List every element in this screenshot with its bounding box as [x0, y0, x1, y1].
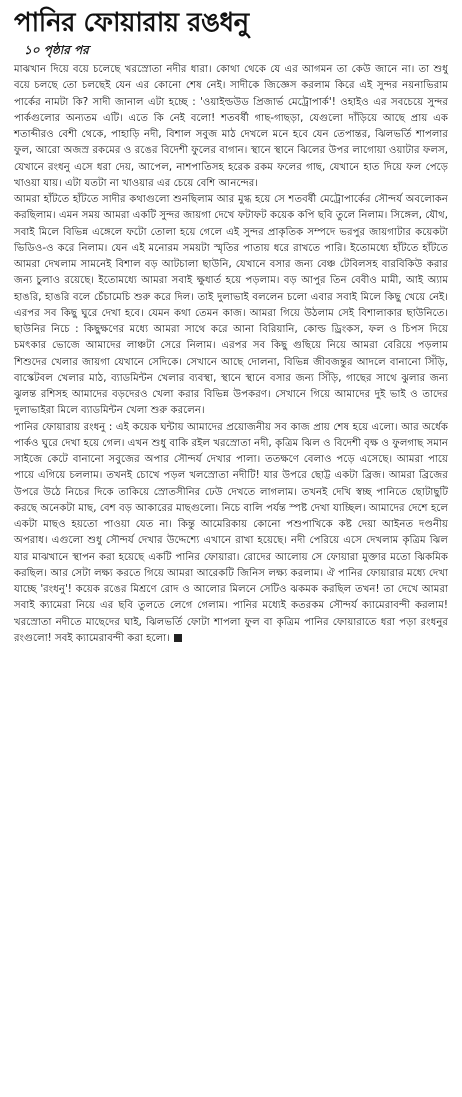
article-paragraph [14, 420, 448, 648]
article-headline: পানির ফোয়ারায় রঙধনু [14, 8, 249, 38]
article-paragraph: আমরা হাঁটতে হাঁটতে সাদীর কথাগুলো শুনছিলাম আর মুগ্ধ হয়ে সে শতবর্ষী মেট্রোপার্কের সৌন্দর্য অবলোকন করছিলাম। এমন সময় আমরা একটি সুন্দর জায়গা দেখে ফটাফট কয়েক কপি ছবি তুলে নিলাম। সিঙ্গেল, যৌথ, সবাই মিলে বিভিন্ন এঙ্গেলে ফটো তোলা হয়ে গেলে এই সুন্দর প্রাকৃতিক সম্পদে ভরপুর জায়গাটার কয়েকটা ভিডিও-ও করে নিলাম। যেন এই মনোরম সময়টা স্মৃতির পাতায় ধরে রাখতে পারি। ইতোমধ্যে হাঁটতে হাঁটতে আমরা দেখলাম সামনেই বিশাল বড় আটচালা ছাউনি, যেখানে বসার জন্য বেঞ্চ টেবিলসহ বারবিকিউ করার জন্য চুলাও রয়েছে। ইতোমধ্যে আমরা সবাই ক্ষুধার্ত হয়ে পড়লাম। বড় আপুর তিন বেবীও মামী, আই অ্যাম হাঙরি, হাঙরি বলে চেঁচামেচি শুরু করে দিল। তাই দুলাভাই বললেন চলো এবার সবাই মিলে কিছু খেয়ে নেই। এরপর সব কিছু ঘুরে দেখা হবে। যেমন কথা তেমন কাজ। আমরা গিয়ে উঠলাম সেই বিশালাকার ছাউনিতে। ছাউনির নিচে : কিছুক্ষণের মধ্যে আমরা সাথে করে আনা বিরিয়ানি, কোল্ড ড্রিংকস, ফল ও চিপস দিয়ে চমৎকার ভোজে আমাদের লাঞ্চটা সেরে নিলাম। এরপর সব কিছু গুছিয়ে নিয়ে আমরা বেরিয়ে পড়লাম শিশুদের খেলার জায়গা যেখানে সেদিকে। সেখানে আছে দোলনা, বিভিন্ন জীবজন্তুর আদলে বানানো সিঁড়ি, বাস্কেটবল খেলার মাঠ, ব্যাডমিন্টন খেলার ব্যবস্থা, স্থানে স্থানে বসার জন্য সিঁড়ি, গাছের সাথে ঝুলার জন্য ঝুলন্ত রশিসহ আমাদের বড়দেরও খেলা করার বিভিন্ন উপকরণ। সেখানে গিয়ে আমাদের দুই ভাই ও তাদের দুলাভাইরা মিলে ব্যাডমিন্টন খেলা শুরু করলেন। [14, 194, 448, 417]
article-paragraph-text: পানির ফোয়ারায় রংধনু : এই কয়েক ঘন্টায় আমাদের প্রয়োজনীয় সব কাজ প্রায় শেষ হয়ে এলো। আর অর্ধেক পার্কও ঘুরে দেখা হয়ে গেল। এখন শুধু বাকি রইল খরস্রোতা নদী, কৃত্রিম ঝিল ও বিদেশী বৃক্ষ ও ফুলগাছ সমান সাইজে কেটে বানানো সবুজের অপার সৌন্দর্য দেখার পালা। ততক্ষণে বেলাও পড়ে এসেছে। আমরা পায়ে পায়ে এগিয়ে চললাম। তখনই চোখে পড়ল খলস্রোতা নদীটি! যার উপরে ছোট্ট একটা ব্রিজ। আমরা ব্রিজের উপরে উঠে নিচের দিকে তাকিয়ে স্রোতসীনির ঢেউ দেখতে লাগলাম। তখনই দেখি স্বচ্ছ পানিতে ছোটাছুটি করছে অনেকটা মাছ, বেশ বড় আকারের মাছগুলো। নিচে বালি পর্যন্ত স্পষ্ট দেখা যাচ্ছিল। আমাদের দেশে হলে একটা মাছও হয়তো পাওয়া যেত না। কিন্তু আমেরিকায় কোনো পশুপাখিকে কষ্ট দেয়া আইনত দণ্ডনীয় অপরাধ। এগুলো শুধু সৌন্দর্য দেখার উদ্দেশ্যে এখানে রাখা হয়েছে। নদী পেরিয়ে এসে দেখলাম কৃত্রিম ঝিল যার মাঝখানে স্থাপন করা হয়েছে একটি পানির ফোয়ারা। রোদের আলোয় সে ফোয়ারা মুক্তার মতো ঝিকমিক করছিল। আর সেটা লক্ষ্য করতে গিয়ে আমরা আরেকটি জিনিস লক্ষ্য করলাম। ঐ পানির ফোয়ারার মধ্যে দেখা যাচ্ছে 'রংধনু'! কয়েক রঙের মিশ্রণে রোদ ও আলোর মিলনে সেটিও ঝকমক করছিল তখন! তা দেখে আমরা সবাই ক্যামেরা নিয়ে এর ছবি তুলতে লেগে গেলাম। পানির মধ্যেই কতরকম সৌন্দর্য ক্যামেরাবন্দী করলাম! খরস্রোতা নদীতে মাছেদের ঘাই, ঝিলভর্তি ফোটা শাপলা ফুল বা কৃত্রিম পানির ফোয়ারাতে ধরা পড়া রংধনুর রংগুলো! সবই ক্যামেরাবন্দী করা হলো। [14, 421, 448, 644]
article-paragraph: মাঝখান দিয়ে বয়ে চলেছে খরস্রোতা নদীর ধারা। কোথা থেকে যে এর আগমন তা কেউ জানে না। তা শুধু বয়ে চলছে তো চলছেই যেন এর কোনো শেষ নেই। সাদীকে জিজ্ঞেস করলাম কিরে এই সুন্দর নয়নাভিরাম পার্কের নামটা কি? সাদী জানাল এটা হচ্ছে : 'ওয়াইল্ডউড প্রিজার্ভ মেট্রোপার্ক'! ওহাইও এর সবচেয়ে সুন্দর পার্কগুলোর অন্যতম এটি। এতে কি নেই বলো! শতবর্ষী গাছ-গাছড়া, যেগুলো দাঁড়িয়ে আছে প্রায় এক শতাব্দীরও বেশী থেকে, পাহাড়ি নদী, বিশাল সবুজ মাঠ দেখলে মনে হবে যেন তেপান্তর, ঝিলভর্তি শাপলার ফুল, আরো অজস্র রকমের ও রঙের বিদেশী ফুলের বাগান। স্থানে স্থানে ঝিলের উপর লাগোয়া ওয়াটার ফলস, যেখানে রংধনু এসে ধরা দেয়, আপেল, নাশপাতিসহ হরেক রকম ফলের গাছ, যেখানে হাত দিয়ে ফল পেড়ে খাওয়া যায়। এটা যতটা না খাওয়ার এর চেয়ে বেশি আনন্দের। [14, 64, 448, 189]
article-body [14, 62, 448, 647]
continued-from-note: ১০ পৃষ্ঠার পর [24, 43, 89, 57]
end-of-article-mark [174, 634, 182, 642]
